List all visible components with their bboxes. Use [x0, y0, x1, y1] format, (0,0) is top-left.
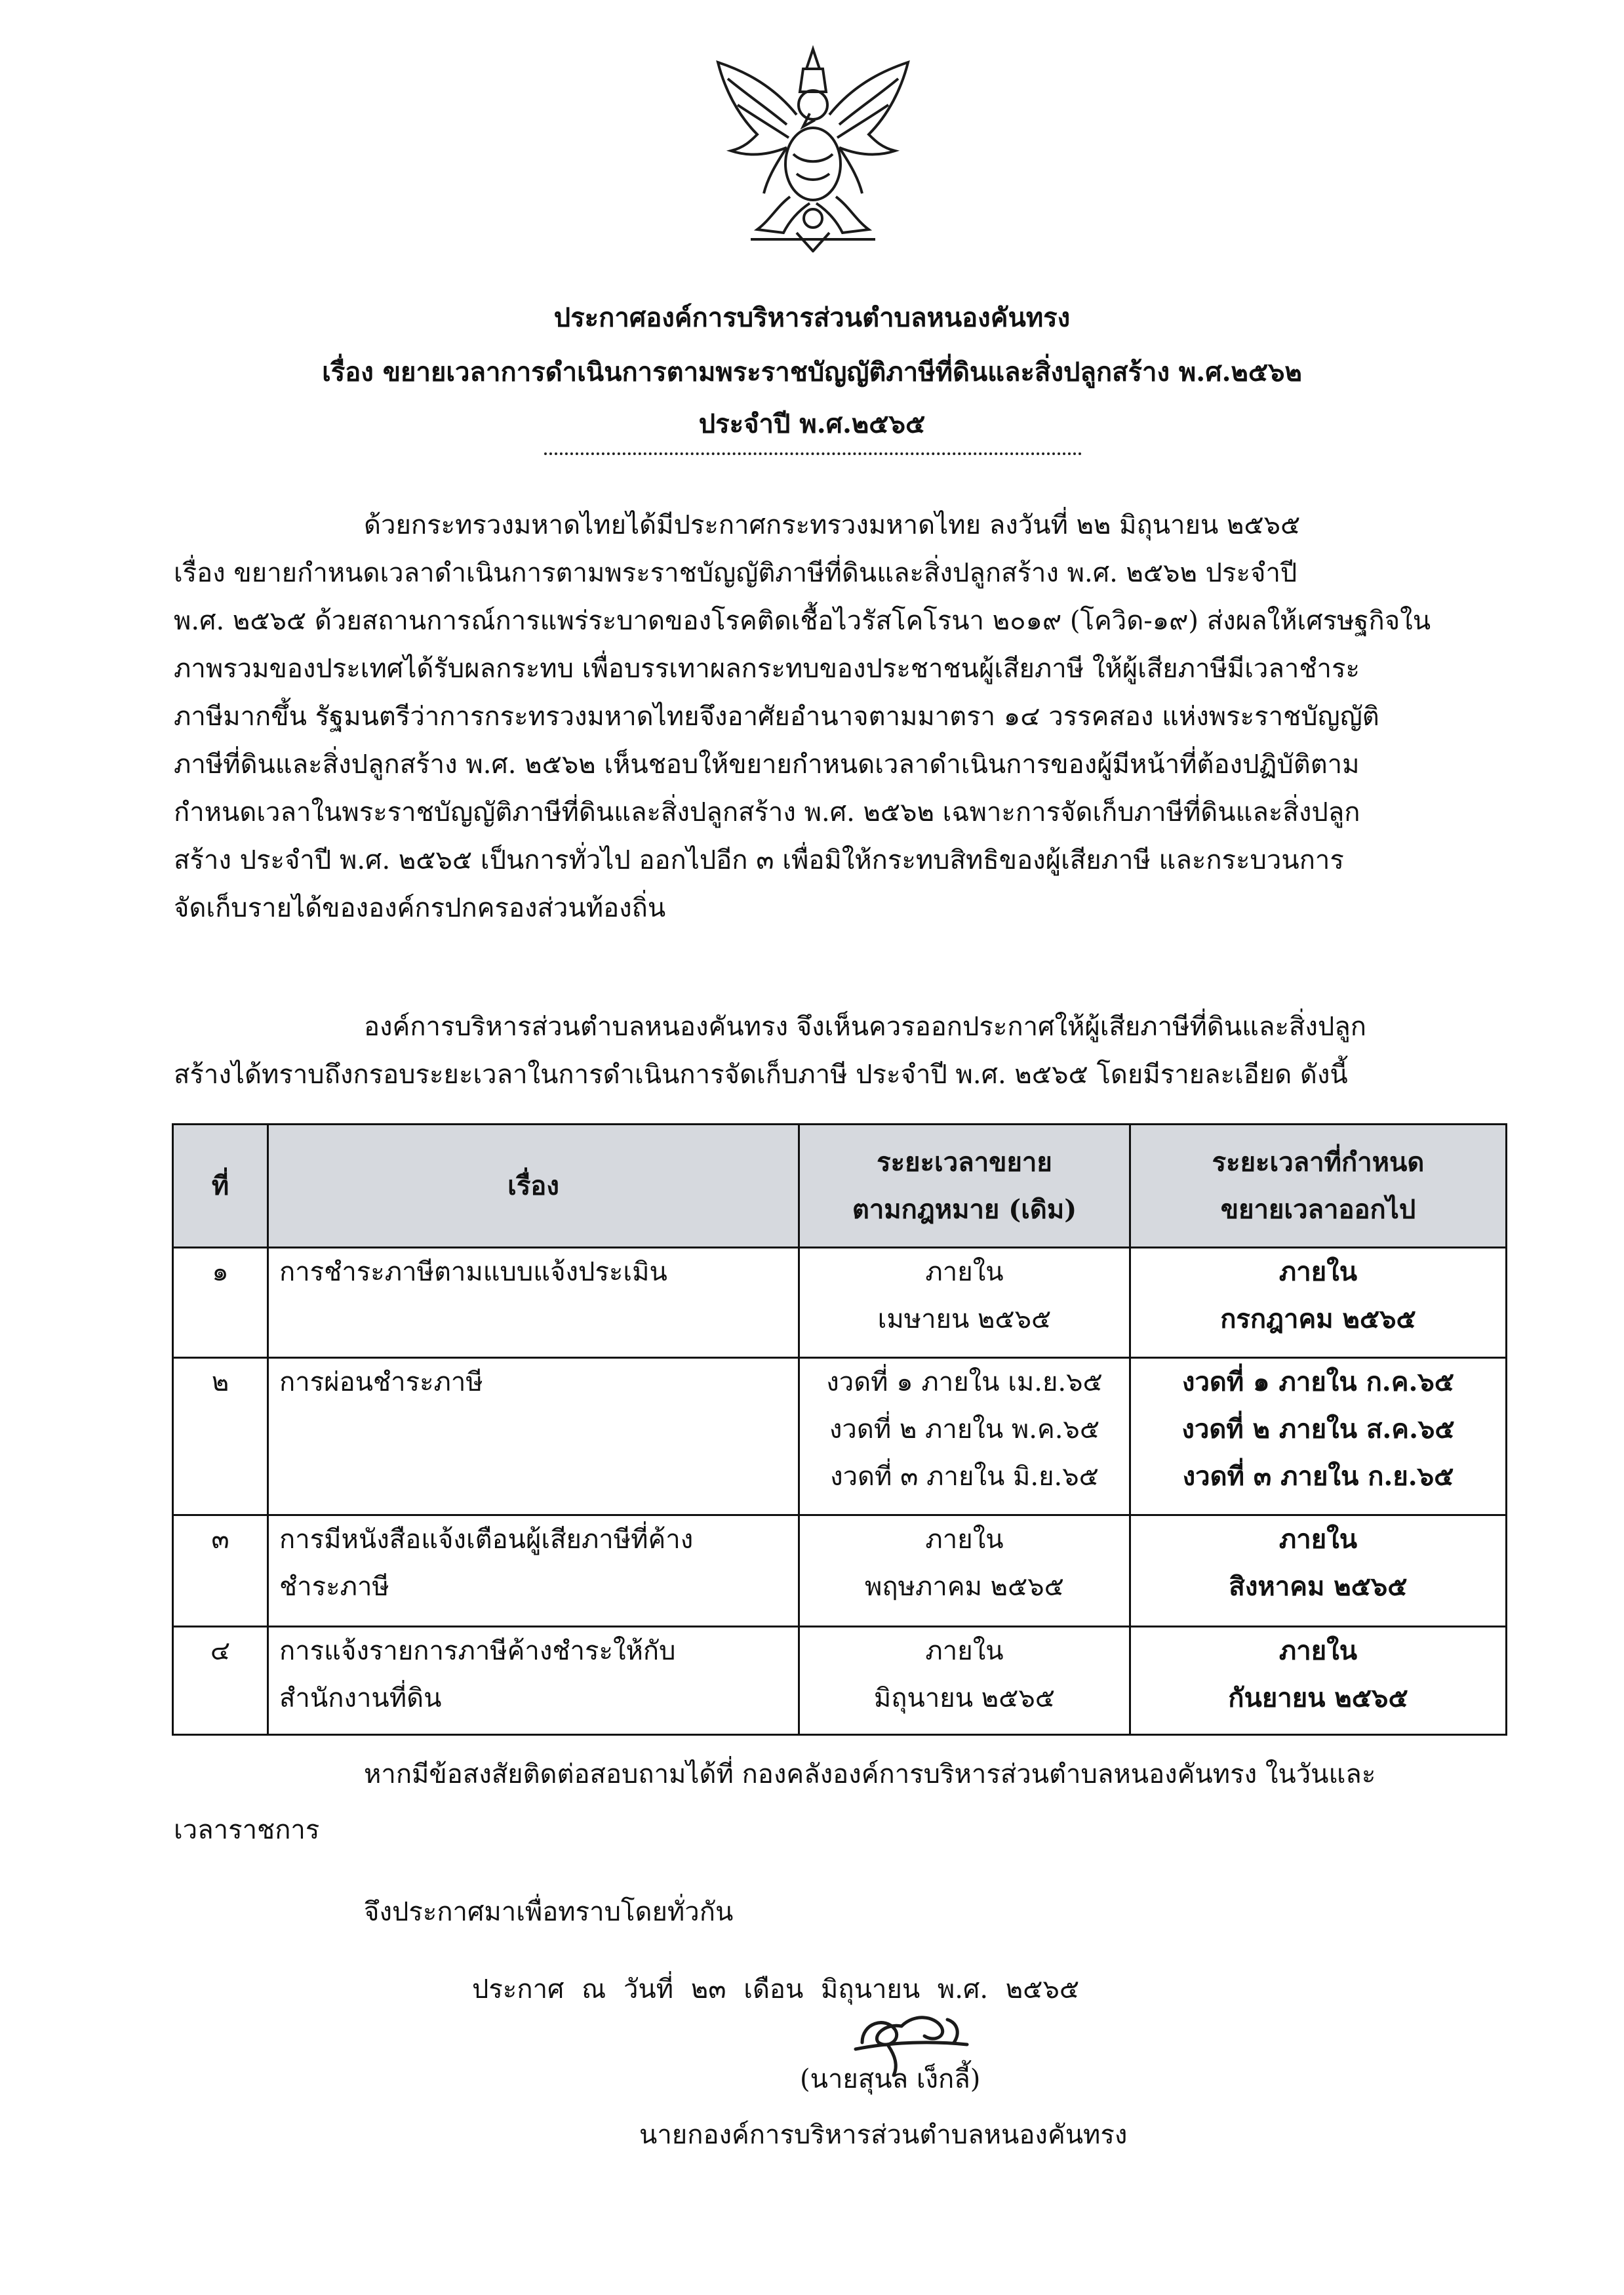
cell-line: ชำระภาษี — [279, 1572, 389, 1602]
paragraph-line: สร้าง ประจำปี พ.ศ. ๒๕๖๕ เป็นการทั่วไป ออกไปอีก ๓ เพื่อมิให้กระทบสิทธิของผู้เสียภาษี และกระบวนการ — [174, 845, 1344, 875]
row-extended-period — [1130, 1358, 1507, 1515]
row-original-period — [799, 1358, 1130, 1515]
row-extended-period — [1130, 1627, 1507, 1735]
table-row — [173, 1358, 1507, 1515]
announcement-date: ประกาศ ณ วันที่ ๒๓ เดือน มิถุนายน พ.ศ. ๒๕๖๕ — [472, 1974, 1080, 2005]
paragraph-line: ด้วยกระทรวงมหาดไทยได้มีประกาศกระทรวงมหาดไทย ลงวันที่ ๒๒ มิถุนายน ๒๕๖๕ — [364, 510, 1301, 540]
cell-line: กันยายน ๒๕๖๕ — [1228, 1683, 1408, 1713]
header-subject: เรื่อง — [268, 1125, 799, 1248]
cell-line: สำนักงานที่ดิน — [279, 1683, 442, 1713]
body-paragraph-2 — [174, 1003, 1459, 1099]
header-line: ตามกฎหมาย (เดิม) — [852, 1193, 1077, 1225]
row-subject — [268, 1515, 799, 1627]
row-subject — [268, 1627, 799, 1735]
announcement-subject: เรื่อง ขยายเวลาการดำเนินการตามพระราชบัญญัติภาษีที่ดินและสิ่งปลูกสร้าง พ.ศ.๒๕๖๒ — [322, 357, 1302, 388]
dotted-divider — [544, 452, 1082, 455]
cell-line: งวดที่ ๓ ภายใน มิ.ย.๖๕ — [830, 1462, 1099, 1492]
cell-line: ภายใน — [1278, 1635, 1358, 1666]
paragraph-line: จัดเก็บรายได้ขององค์กรปกครองส่วนท้องถิ่น — [174, 893, 666, 923]
cell-line: การมีหนังสือแจ้งเตือนผู้เสียภาษีที่ค้าง — [279, 1525, 694, 1555]
cell-line: ภายใน — [925, 1636, 1004, 1666]
paragraph-line: สร้างได้ทราบถึงกรอบระยะเวลาในการดำเนินการจัดเก็บภาษี ประจำปี พ.ศ. ๒๕๖๕ โดยมีรายละเอียด ดังนี้ — [174, 1060, 1348, 1090]
cell-line: ภายใน — [1278, 1524, 1358, 1555]
schedule-table — [172, 1123, 1507, 1736]
paragraph-line: เรื่อง ขยายกำหนดเวลาดำเนินการตามพระราชบัญญัติภาษีที่ดินและสิ่งปลูกสร้าง พ.ศ. ๒๕๖๒ ประจำปี — [174, 558, 1297, 588]
signer-position: นายกองค์การบริหารส่วนตำบลหนองคันทรง — [639, 2120, 1128, 2150]
paragraph-line: ภาษีที่ดินและสิ่งปลูกสร้าง พ.ศ. ๒๕๖๒ เห็นชอบให้ขยายกำหนดเวลาดำเนินการของผู้มีหน้าที่ต้องปฏิบัติตาม — [174, 749, 1360, 780]
paragraph-line: ภาพรวมของประเทศได้รับผลกระทบ เพื่อบรรเทาผลกระทบของประชาชนผู้เสียภาษี ให้ผู้เสียภาษีมีเวลาชำระ — [174, 654, 1360, 684]
table-row — [173, 1248, 1507, 1358]
header-line: ระยะเวลาที่กำหนด — [1212, 1146, 1425, 1178]
paragraph-line: องค์การบริหารส่วนตำบลหนองคันทรง จึงเห็นควรออกประกาศให้ผู้เสียภาษีที่ดินและสิ่งปลูก — [364, 1012, 1367, 1042]
contact-line-1: หากมีข้อสงสัยติดต่อสอบถามได้ที่ กองคลังองค์การบริหารส่วนตำบลหนองคันทรง ในวันและ — [364, 1759, 1376, 1789]
cell-line: ภายใน — [1278, 1256, 1358, 1287]
header-no: ที่ — [173, 1125, 268, 1248]
header-original-period — [799, 1125, 1130, 1248]
contact-line-2: เวลาราชการ — [174, 1815, 320, 1845]
cell-line: การชำระภาษีตามแบบแจ้งประเมิน — [279, 1257, 667, 1287]
row-original-period — [799, 1248, 1130, 1358]
announcement-year: ประจำปี พ.ศ.๒๕๖๕ — [698, 409, 926, 439]
table-row — [173, 1515, 1507, 1627]
body-paragraph-1 — [174, 502, 1459, 932]
cell-line: งวดที่ ๓ ภายใน ก.ย.๖๕ — [1182, 1461, 1454, 1492]
row-no: ๓ — [173, 1515, 268, 1627]
row-extended-period — [1130, 1248, 1507, 1358]
paragraph-line: กำหนดเวลาในพระราชบัญญัติภาษีที่ดินและสิ่งปลูกสร้าง พ.ศ. ๒๕๖๒ เฉพาะการจัดเก็บภาษีที่ดินและสิ่งปลูก — [174, 797, 1360, 828]
header-extended-period — [1130, 1125, 1507, 1248]
closing-statement: จึงประกาศมาเพื่อทราบโดยทั่วกัน — [364, 1897, 734, 1927]
cell-line: กรกฎาคม ๒๕๖๕ — [1220, 1304, 1416, 1334]
paragraph-line: ภาษีมากขึ้น รัฐมนตรีว่าการกระทรวงมหาดไทยจึงอาศัยอำนาจตามมาตรา ๑๔ วรรคสอง แห่งพระราชบัญญัติ — [174, 702, 1379, 732]
row-subject — [268, 1358, 799, 1515]
cell-line: งวดที่ ๑ ภายใน ก.ค.๖๕ — [1181, 1367, 1455, 1397]
row-subject — [268, 1248, 799, 1358]
garuda-emblem-icon — [711, 43, 915, 252]
cell-line: การผ่อนชำระภาษี — [279, 1367, 483, 1397]
cell-line: การแจ้งรายการภาษีค้างชำระให้กับ — [279, 1636, 676, 1666]
cell-line: งวดที่ ๒ ภายใน ส.ค.๖๕ — [1181, 1414, 1455, 1445]
row-no: ๔ — [173, 1627, 268, 1735]
table-row — [173, 1627, 1507, 1735]
cell-line: เมษายน ๒๕๖๕ — [877, 1304, 1052, 1334]
cell-line: ภายใน — [925, 1525, 1004, 1555]
paragraph-line: พ.ศ. ๒๕๖๕ ด้วยสถานการณ์การแพร่ระบาดของโรคติดเชื้อไวรัสโคโรนา ๒๐๑๙ (โควิด-๑๙) ส่งผลให้เศรษฐกิจใน — [174, 606, 1431, 636]
row-no: ๑ — [173, 1248, 268, 1358]
row-extended-period — [1130, 1515, 1507, 1627]
cell-line: พฤษภาคม ๒๕๖๕ — [865, 1572, 1064, 1602]
announcement-title: ประกาศองค์การบริหารส่วนตำบลหนองคันทรง — [553, 302, 1071, 333]
cell-line: มิถุนายน ๒๕๖๕ — [873, 1683, 1056, 1713]
table-header-row — [173, 1125, 1507, 1248]
cell-line: สิงหาคม ๒๕๖๕ — [1229, 1571, 1408, 1602]
header-line: ระยะเวลาขยาย — [877, 1146, 1052, 1178]
row-original-period — [799, 1515, 1130, 1627]
row-original-period — [799, 1627, 1130, 1735]
cell-line: งวดที่ ๒ ภายใน พ.ค.๖๕ — [829, 1414, 1100, 1445]
row-no: ๒ — [173, 1358, 268, 1515]
header-line: ขยายเวลาออกไป — [1220, 1193, 1416, 1225]
cell-line: งวดที่ ๑ ภายใน เม.ย.๖๕ — [826, 1367, 1103, 1397]
cell-line: ภายใน — [925, 1257, 1004, 1287]
signer-name: (นายสุนล เง็กลี้) — [800, 2064, 981, 2094]
